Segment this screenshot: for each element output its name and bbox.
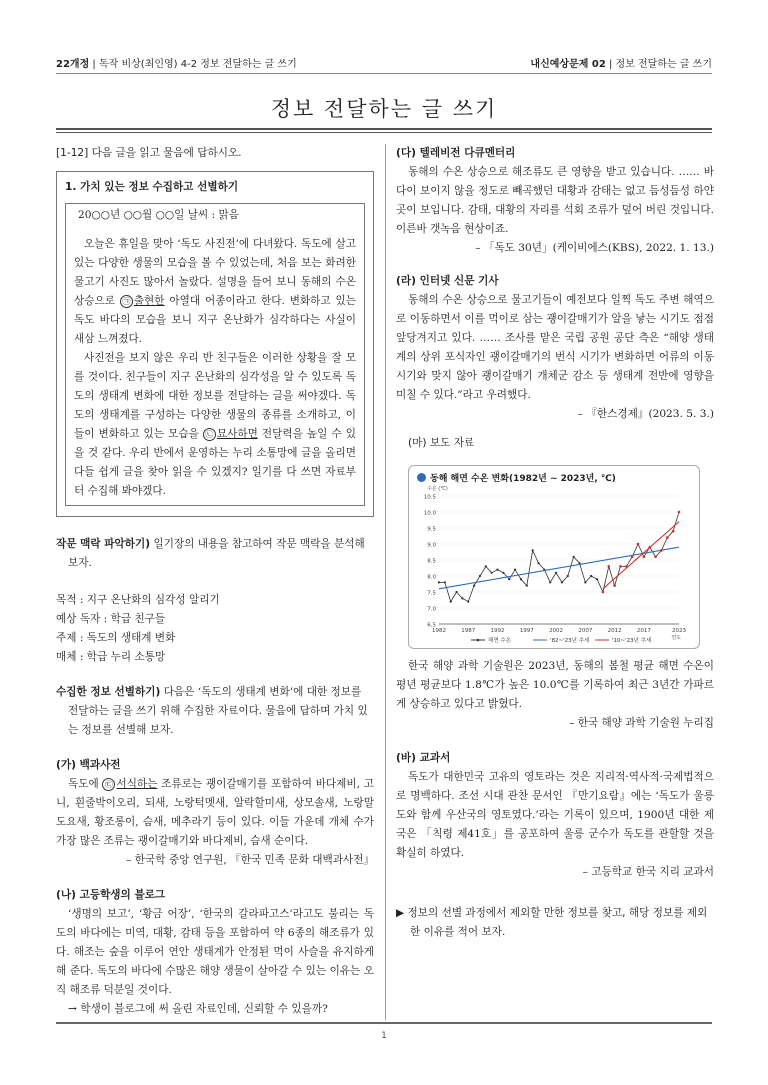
source-da-citation: – 「독도 30년」(케이비에스(KBS), 2022. 1. 13.) [475, 242, 714, 254]
source-na-text: ‘생명의 보고’, ‘황금 어장’, ‘한국의 갈라파고스’라고도 불리는 독도의 바다에는 미역, 대황, 감태 등을 포함하여 약 6종의 해조류가 있다. 해조는 숲을 이루어 연안 생태계가 안정된 먹이 사슬을 유지하게 해 준다. 독도의 바다에 수많은 해양 생물이 살아갈 수 있는 이유는 오직 해조류 덕분일 것이다. [56, 908, 374, 996]
source-ma-citation: – 한국 해양 과학 기술원 누리집 [569, 717, 714, 729]
source-ma-label: (마) 보도 자료 [408, 437, 475, 449]
chart-title: 동해 해면 수온 변화(1982년 ~ 2023년, ℃) [417, 470, 616, 489]
recent-point [602, 591, 605, 594]
y-axis-label: 수온 (℃) [427, 486, 448, 492]
data-point [508, 578, 510, 580]
context-reader: 예상 독자 : 학급 친구들 [56, 613, 166, 625]
question-intro: [1-12] 다음 글을 읽고 물음에 답하시오. [56, 147, 242, 159]
context-topic: 주제 : 독도의 생태계 변화 [56, 632, 176, 644]
legend-label: '82~'23년 추세 [550, 638, 590, 644]
data-point [502, 572, 504, 574]
data-point [461, 597, 463, 599]
y-tick-label: 7.5 [427, 590, 436, 597]
data-point [467, 601, 469, 603]
data-point [549, 581, 551, 583]
y-tick-label: 8.5 [427, 558, 436, 565]
context-list [56, 591, 374, 667]
marker-circle-1: ㉠ [120, 295, 133, 308]
recent-point [660, 549, 663, 552]
recent-point [654, 556, 657, 559]
data-point [567, 575, 569, 577]
y-tick-label: 9.5 [427, 526, 436, 533]
x-tick-label: 1987 [461, 628, 476, 634]
source-ma-text: 한국 해양 과학 기술원은 2023년, 동해의 봄철 평균 해면 수온이 평년 평균보다 1.8℃가 높은 10.0℃를 기록하여 최근 3년간 가파르게 상승하고 있다고 밝혔다. [396, 660, 714, 710]
context-purpose: 목적 : 지구 온난화의 심각성 알리기 [56, 594, 220, 606]
data-point [537, 562, 539, 564]
footer-rule [56, 1022, 712, 1024]
data-point [561, 581, 563, 583]
source-da-text: 동해의 수온 상승으로 해조류도 큰 영향을 받고 있습니다. …… 바다이 보이지 않을 정도로 빼곡했던 대황과 감태는 없고 듬성듬성 하얀 곳이 보입니다. 감태, 대황의 자리를 석회 조류가 덮어 버린 것입니다. 이른바 갯녹음 현상이죠. [396, 166, 714, 235]
x-tick-label: 2017 [636, 628, 651, 634]
y-tick-label: 6.5 [427, 622, 436, 629]
source-na-label: (나) 고등학생의 블로그 [56, 889, 166, 901]
data-point [479, 575, 481, 577]
data-point [473, 585, 475, 587]
x-tick-label: 2023 [672, 628, 686, 634]
y-tick-label: 9.0 [427, 542, 436, 549]
context-task: 작문 맥락 파악하기) 일기장의 내용을 참고하여 작문 맥락을 분석해 보자. [56, 538, 365, 569]
data-point [590, 575, 592, 577]
legend-marker [477, 639, 480, 642]
page-title: 정보 전달하는 글 쓰기 [270, 97, 498, 121]
source-ba-label: (바) 교과서 [396, 752, 451, 764]
data-point [526, 585, 528, 587]
y-tick-label: 10.0 [423, 510, 436, 517]
source-ga-label: (가) 백과사전 [56, 759, 121, 771]
left-column [56, 144, 374, 1019]
recent-point [637, 543, 640, 546]
final-task: ▶ 정보의 선별 과정에서 제외할 만한 정보를 찾고, 해당 정보를 제외한 이유를 적어 보자. [396, 907, 708, 938]
legend-label: '10~'23년 추세 [612, 638, 652, 644]
marker-circle-3: ㉢ [102, 778, 115, 791]
legend-label: 해면 수온 [488, 638, 512, 644]
section1-heading: 1. 가치 있는 정보 수집하고 선별하기 [65, 181, 239, 193]
diary-para1: 오늘은 휴일을 맞아 ‘독도 사진전’에 다녀왔다. 독도에 살고 있는 다양한 생물의 모습을 볼 수 있었는데, 처음 보는 화려한 물고기 사진도 많아서 놀랐다. 설명을 들어 보니 동해의 수온 상승으로 ㉠ 출현한 아열대 어종이라고 한다. 변화하고 있는 독도 바다의 모습을 보니 지구 온난화가 심각하다는 사실이 새삼 느껴졌다. [74, 238, 356, 345]
data-point [532, 549, 534, 551]
y-tick-label: 10.5 [423, 494, 436, 501]
diary-box [65, 203, 365, 506]
recent-point [648, 546, 651, 549]
data-point [584, 581, 586, 583]
header-right: 내신예상문제 02 | 정보 전달하는 글 쓰기 [530, 59, 712, 70]
source-ba-citation: – 고등학교 한국 지리 교과서 [582, 866, 714, 878]
data-point [596, 578, 598, 580]
x-tick-label: 2007 [578, 628, 593, 634]
data-point [450, 601, 452, 603]
series-line-2 [603, 522, 679, 589]
source-ga-text: 독도에 ㉢ 서식하는 조류로는 괭이갈매기를 포함하여 바다제비, 고니, 흰줄박이오리, 되새, 노랑턱멧새, 알락할미새, 상모솔새, 노랑말 도요새, 황조롱이, 슴새, 메추라기 등이 있다. 이들 가운데 개체 수가 가장 많은 조류는 괭이갈매기와 바다제비, 슴새 순이다. [56, 778, 374, 847]
diary-date: 20○○년 ○○월 ○○일 날씨 : 맑음 [78, 209, 239, 221]
data-point [514, 569, 516, 571]
recent-point [678, 511, 681, 514]
triangle-icon: ▶ [396, 907, 405, 919]
data-point [520, 578, 522, 580]
x-tick-label: 1992 [490, 628, 505, 634]
data-point [555, 572, 557, 574]
context-media: 매체 : 학급 누리 소통망 [56, 651, 166, 663]
source-ra-label: (라) 인터넷 신문 기사 [396, 275, 499, 287]
y-tick-label: 7.0 [427, 606, 436, 613]
title-rule [56, 128, 712, 133]
x-tick-label: 1997 [519, 628, 534, 634]
source-na-comment: → 학생이 블로그에 써 올린 자료인데, 신뢰할 수 있을까? [68, 1003, 328, 1015]
source-ra-citation: – 『한스경제』(2023. 5. 3.) [577, 408, 714, 420]
header-left: 22개정 | 독작 비상(최인영) 4-2 정보 전달하는 글 쓰기 [56, 59, 297, 70]
diary-para2: 사진전을 보지 않은 우리 반 친구들은 이러한 상황을 잘 모를 것이다. 친구들이 지구 온난화의 심각성을 알 수 있도록 독도의 생태계 변화에 대한 정보를 전달하는 글을 써야겠다. 독도의 생태계를 구성하는 다양한 생물의 종류를 소개하고, 이들이 변화하고 있는 모습을 ㉡ 묘사하면 전달력을 높일 수 있을 것 같다. 우리 반에서 운영하는 누리 소통망에 글을 올리면 다들 쉽게 글을 찾아 읽을 수 있겠지? 일기를 다 쓰면 자료부터 수집해 봐야겠다. [74, 352, 356, 497]
data-point [485, 565, 487, 567]
data-point [573, 556, 575, 558]
select-task: 수집한 정보 선별하기) 다음은 ‘독도의 생태계 변화’에 대한 정보를 전달하는 글을 쓰기 위해 수집한 자료이다. 물음에 답하며 가치 있는 정보를 선별해 보자. [56, 686, 368, 736]
marker-circle-2: ㉡ [203, 428, 216, 441]
recent-point [631, 556, 634, 559]
data-point [455, 591, 457, 593]
source-ra-text: 동해의 수온 상승으로 물고기들이 예전보다 일찍 독도 주변 해역으로 이동하면서 이를 먹이로 삼는 괭이갈매기가 알을 낳는 시기도 점점 앞당겨지고 있다. …… 조사를 맡은 국립 공원 공단 측은 “해양 생태계의 상위 포식자인 괭이갈매기의 번식 시기가 변화하면 어류의 이동 시기와 맞지 않아 괭이갈매기 개체군 감소 등 생태계 전반에 영향을 미칠 수 있다.”라고 우려했다. [396, 294, 714, 401]
data-point [491, 572, 493, 574]
recent-point [619, 565, 622, 568]
source-ba-text: 독도가 대한민국 고유의 영토라는 것은 지리적·역사적·국제법적으로 명백하다. 조선 시대 관찬 문서인 『만기요람』에는 ‘독도가 울릉도와 함께 우산국의 영토였다.’라는 기록이 있으며, 1900년 대한 제국은 「칙령 제41호」를 공포하여 울릉 군수가 독도를 관할할 것을 확실히 하였다. [396, 771, 714, 859]
sea-temp-chart [409, 466, 699, 648]
recent-point [666, 536, 669, 539]
y-tick-label: 8.0 [427, 574, 436, 581]
column-divider [385, 144, 386, 1020]
source-ga-citation: – 한국학 중앙 연구원, 『한국 민족 문화 대백과사전』 [126, 854, 374, 866]
data-point [438, 581, 440, 583]
section1-box [56, 171, 374, 517]
chart-box [408, 465, 700, 649]
recent-point [607, 565, 610, 568]
x-tick-label: 1982 [432, 628, 446, 634]
right-column [396, 144, 714, 942]
source-da-label: (다) 텔레비전 다큐멘터리 [396, 147, 516, 159]
page-header [56, 50, 712, 74]
recent-point [643, 556, 646, 559]
x-axis-label: 연도 [671, 635, 681, 641]
x-tick-label: 2012 [607, 628, 622, 634]
recent-point [613, 584, 616, 587]
data-point [496, 569, 498, 571]
recent-point [625, 565, 628, 568]
recent-point [672, 530, 675, 533]
page-number: 1 [381, 1031, 387, 1041]
x-tick-label: 2002 [549, 628, 564, 634]
data-point [444, 581, 446, 583]
